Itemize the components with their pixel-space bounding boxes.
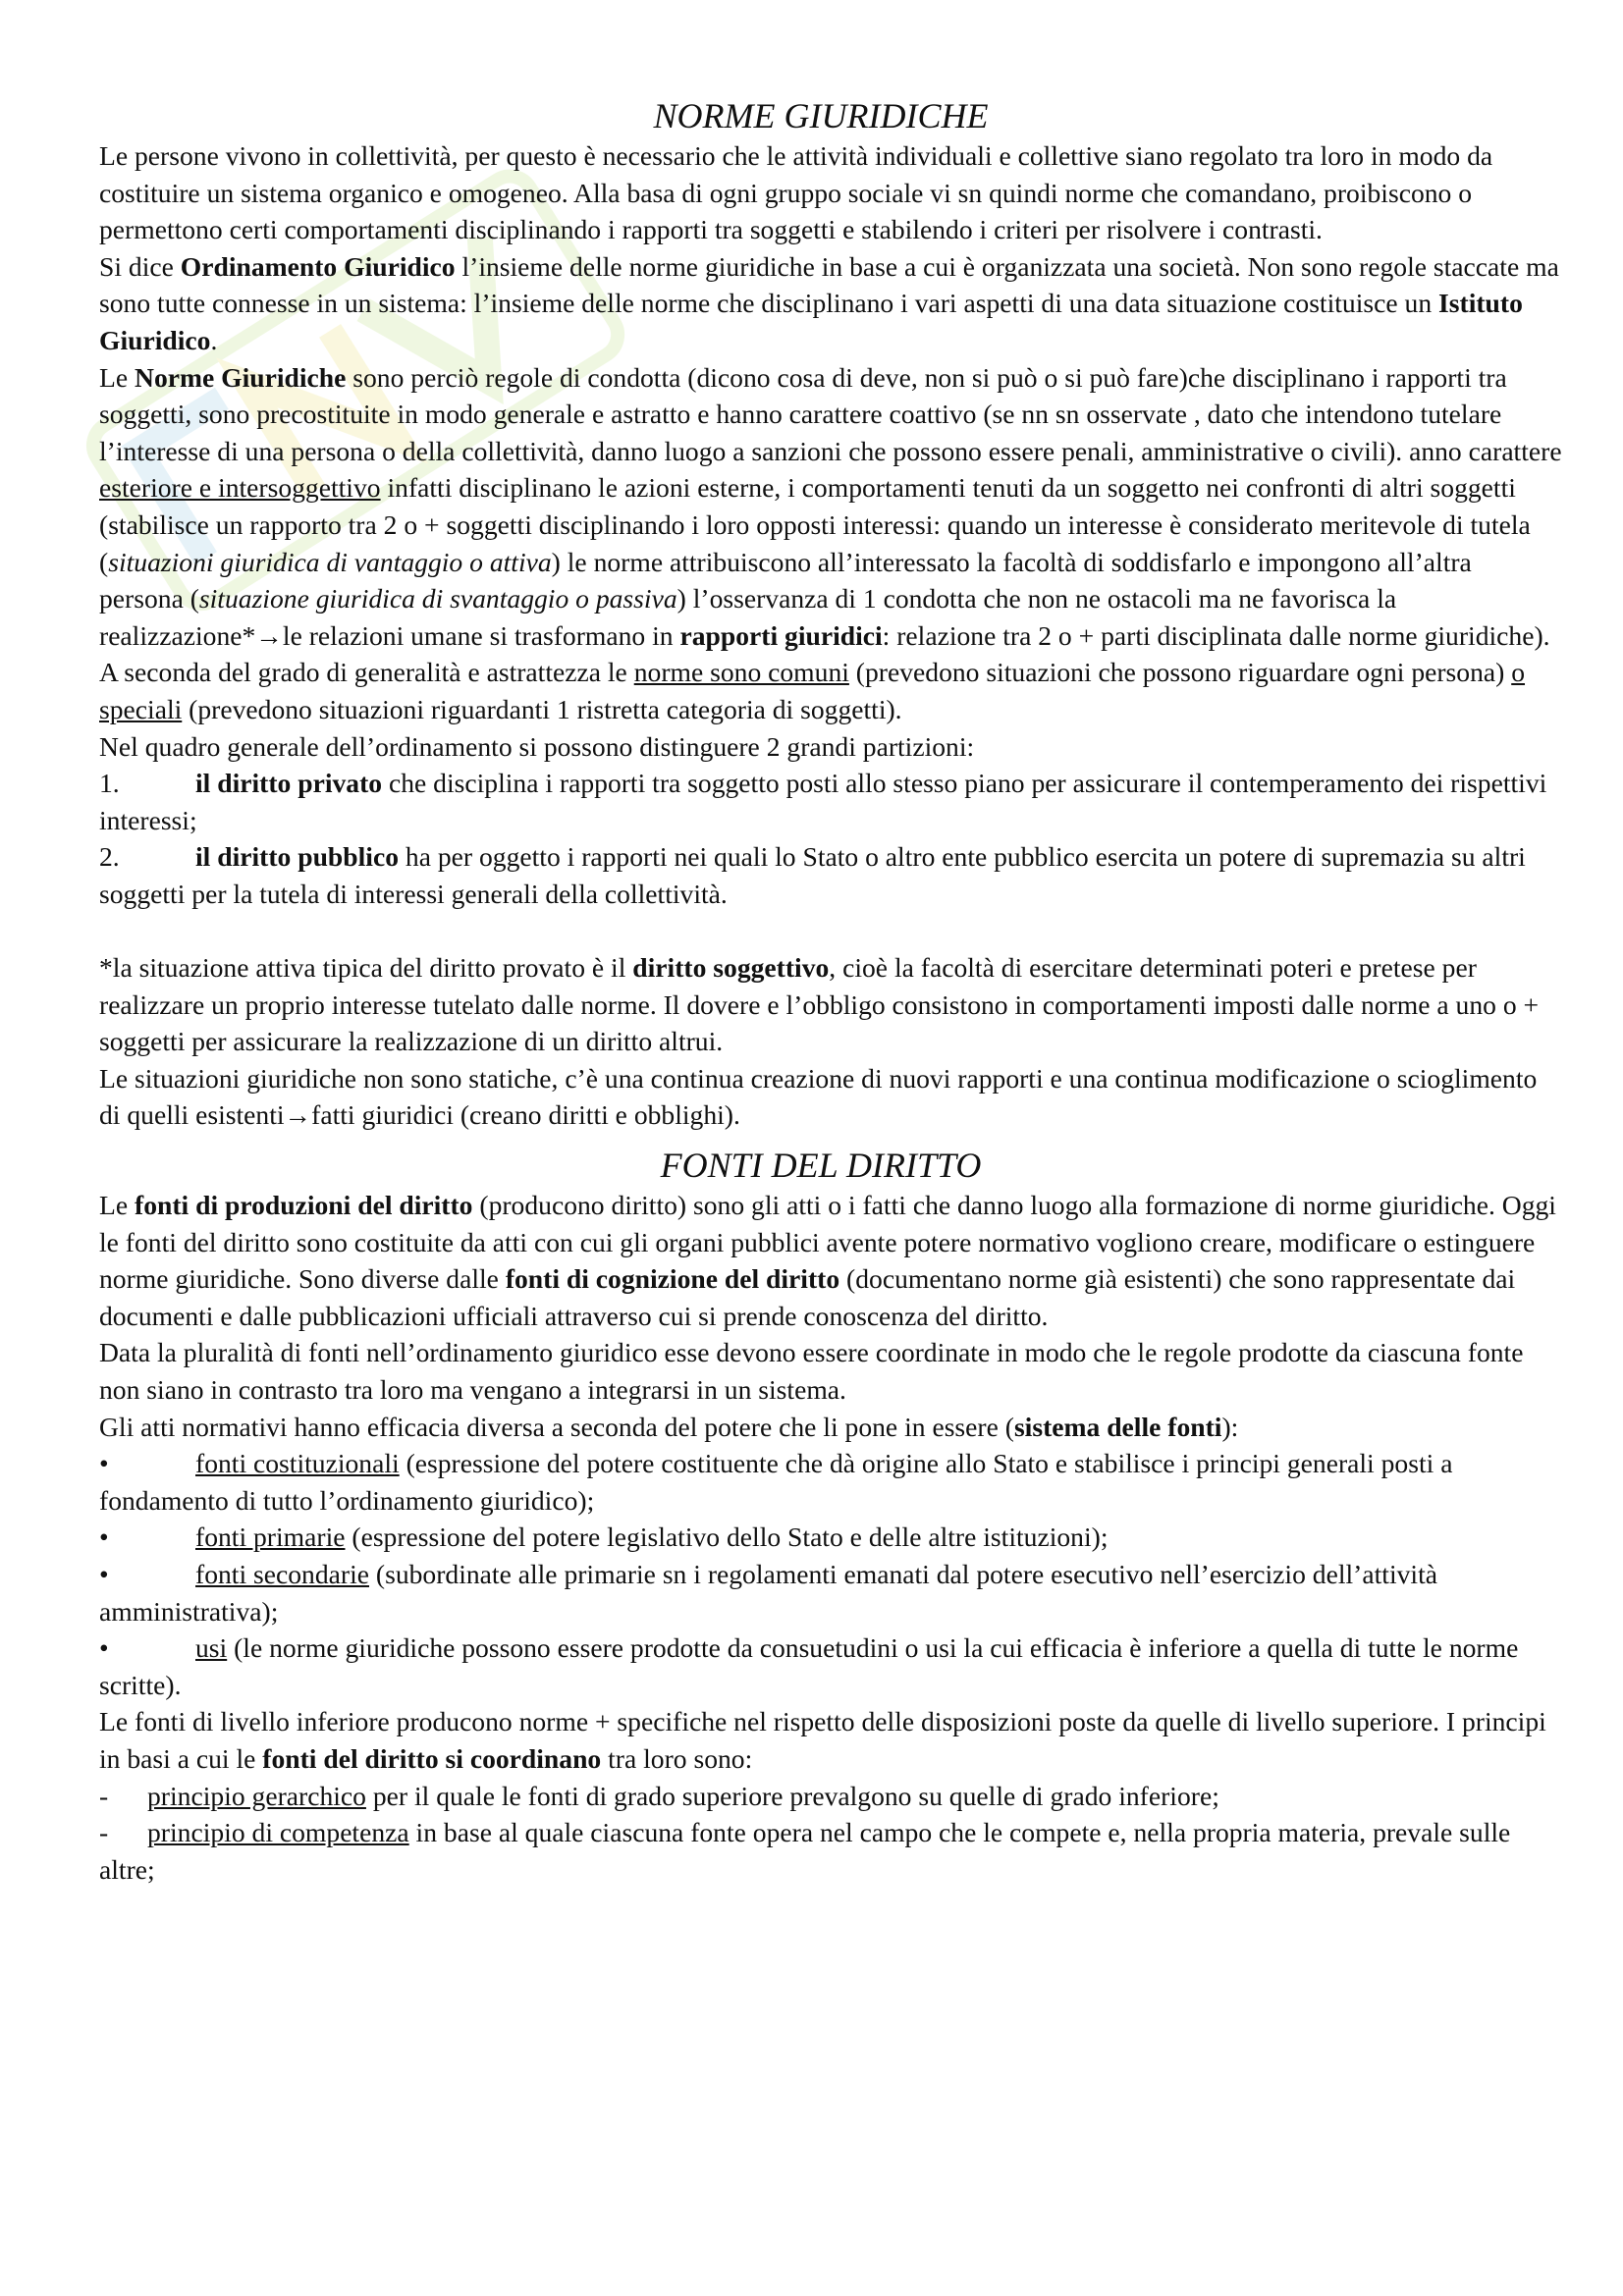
list-item: - principio di competenza in base al quale ciascuna fonte opera nel campo che le compete e, nella propria materia, prevale sulle altre; — [99, 1817, 1511, 1885]
term-situazione-passiva: situazione giuridica di svantaggio o passiva — [198, 583, 677, 614]
paragraph-livelli: Le fonti di livello inferiore producono norme + specifiche nel rispetto delle disposizioni poste da quelle di livello superiore. I principi in basi a cui le fonti del diritto si coordinano tra loro sono: — [99, 1706, 1546, 1774]
paragraph-partizioni: Nel quadro generale dell’ordinamento si possono distinguere 2 grandi partizioni: — [99, 730, 975, 762]
list-item: • fonti primarie (espressione del potere legislativo dello Stato e delle altre istituzioni); — [99, 1522, 1109, 1553]
term-ordinamento-giuridico: Ordinamento Giuridico — [180, 250, 456, 282]
term-norme-giuridiche: Norme Giuridiche — [135, 361, 347, 393]
paragraph-atti-normativi: Gli atti normativi hanno efficacia diversa a seconda del potere che li pone in essere (sistema delle fonti): — [99, 1411, 1239, 1442]
paragraph-fonti-produzione: Le fonti di produzioni del diritto (producono diritto) sono gli atti o i fatti che danno luogo alla formazione di norme giuridiche. Oggi le fonti del diritto sono costituite da atti con cui gli organi pubblici avente potere normativo vogliono creare, modificare o estinguere norme giuridiche. Sono diverse dalle fonti di cognizione del diritto (documentano norme già esistenti) che sono rappresentate dai documenti e dalle pubblicazioni ufficiali attraverso cui si prende conoscenza del diritto. — [99, 1190, 1556, 1331]
term-fonti-produzione: fonti di produzioni del diritto — [135, 1190, 473, 1221]
term-diritto-soggettivo: diritto soggettivo — [632, 952, 830, 984]
term-rapporti-giuridici: rapporti giuridici — [679, 619, 883, 651]
section-title-fonti-del-diritto: FONTI DEL DIRITTO — [660, 1146, 982, 1186]
paragraph-intro: Le persone vivono in collettività, per questo è necessario che le attività individuali e collettive siano regolato tra loro in modo da costituire un sistema organico e omogeneo. Alla basa di ogni gruppo sociale vi sn quindi norme che comandano, proibiscono o permettono certi comportamenti disciplinando i rapporti tra soggetti e stabilendo i criteri per risolvere i contrasti. — [99, 140, 1493, 245]
term-fonti-cognizione: fonti di cognizione del diritto — [505, 1263, 840, 1295]
document-page — [99, 94, 1562, 1888]
term-speciali: o speciali — [99, 657, 1526, 724]
list-item: 2. il diritto pubblico ha per oggetto i rapporti nei quali lo Stato o altro ente pubblico esercita un potere di supremazia su altri soggetti per la tutela di interessi generali della collettività. — [99, 841, 1526, 909]
term-esteriore: esteriore e intersoggettivo — [99, 472, 381, 504]
list-item: • fonti costituzionali (espressione del potere costituente che dà origine allo Stato e stabilisce i principi generali posti a fondamento di tutto l’ordinamento giuridico); — [99, 1448, 1453, 1516]
paragraph-situazioni: Le situazioni giuridiche non sono statiche, c’è una continua creazione di nuovi rapporti e una continua modificazione o scioglimento di quelli esistenti→fatti giuridici (creano diritti e obblighi). — [99, 1062, 1538, 1131]
list-item: - principio gerarchico per il quale le fonti di grado superiore prevalgono su quelle di grado inferiore; — [99, 1780, 1219, 1811]
term-situazione-attiva: situazioni giuridica di vantaggio o attiva — [108, 546, 552, 577]
paragraph-ordinamento: Si dice Ordinamento Giuridico l’insieme delle norme giuridiche in base a cui è organizzata una società. Non sono regole staccate ma sono tutte connesse in un sistema: l’insieme delle norme che disciplinano i vari aspetti di una data situazione costituisce un Istituto Giuridico. — [99, 250, 1559, 355]
list-item: • fonti secondarie (subordinate alle primarie sn i regolamenti emanati dal potere esecutivo nell’esercizio dell’attività amministrativa); — [99, 1558, 1437, 1627]
term-norme-comuni: norme sono comuni — [633, 657, 849, 688]
term-fonti-coordinano: fonti del diritto si coordinano — [262, 1742, 602, 1774]
section-title-norme-giuridiche: NORME GIURIDICHE — [653, 96, 989, 135]
paragraph-pluralita: Data la pluralità di fonti nell’ordinamento giuridico esse devono essere coordinate in modo che le regole prodotte da ciascuna fonte non siano in contrasto tra loro ma vengano a integrarsi in un sistema. — [99, 1337, 1524, 1405]
paragraph-norme: Le Norme Giuridiche sono perciò regole di condotta (dicono cosa di deve, non si può o si può fare)che disciplinano i rapporti tra soggetti, sono precostituite in modo generale e astratto e hanno carattere coattivo (se nn sn osservate , dato che intendono tutelare l’interesse di una persona o della collettività, danno luogo a sanzioni che possono essere penali, amministrative o civili). anno carattere esteriore e intersoggettivo infatti disciplinano le azioni esterne, i comportamenti tenuti da un soggetto nei confronti di altri soggetti (stabilisce un rapporto tra 2 o + soggetti disciplinando i loro opposti interessi: quando un interesse è considerato meritevole di tutela (situazioni giuridica di vantaggio o attiva) le norme attribuiscono all’interessato la facoltà di soddisfarlo e impongono all’altra persona (situazione giuridica di svantaggio o passiva) l’osservanza di 1 condotta che non ne ostacoli ma ne favorisca la realizzazione*→le relazioni umane si trasformano in rapporti giuridici: relazione tra 2 o + parti disciplinata dalle norme giuridiche). A seconda del grado di generalità e astrattezza le norme sono comuni (prevedono situazioni che possono riguardare ogni persona) o speciali (prevedono situazioni riguardanti 1 ristretta categoria di soggetti). — [99, 361, 1562, 724]
paragraph-diritto-soggettivo: *la situazione attiva tipica del diritto provato è il diritto soggettivo, cioè la facoltà di esercitare determinati poteri e pretese per realizzare un proprio interesse tutelato dalle norme. Il dovere e l’obbligo consistono in comportamenti imposti dalle norme a uno o + soggetti per assicurare la realizzazione di un diritto altrui. — [99, 952, 1540, 1057]
list-item: • usi (le norme giuridiche possono essere prodotte da consuetudini o usi la cui efficacia è inferiore a quella di tutte le norme scritte). — [99, 1632, 1519, 1700]
term-istituto-giuridico: Istituto Giuridico — [99, 288, 1523, 355]
term-sistema-fonti: sistema delle fonti — [1013, 1411, 1222, 1442]
list-item: 1. il diritto privato che disciplina i rapporti tra soggetto posti allo stesso piano per assicurare il contemperamento dei rispettivi interessi; — [99, 768, 1547, 835]
